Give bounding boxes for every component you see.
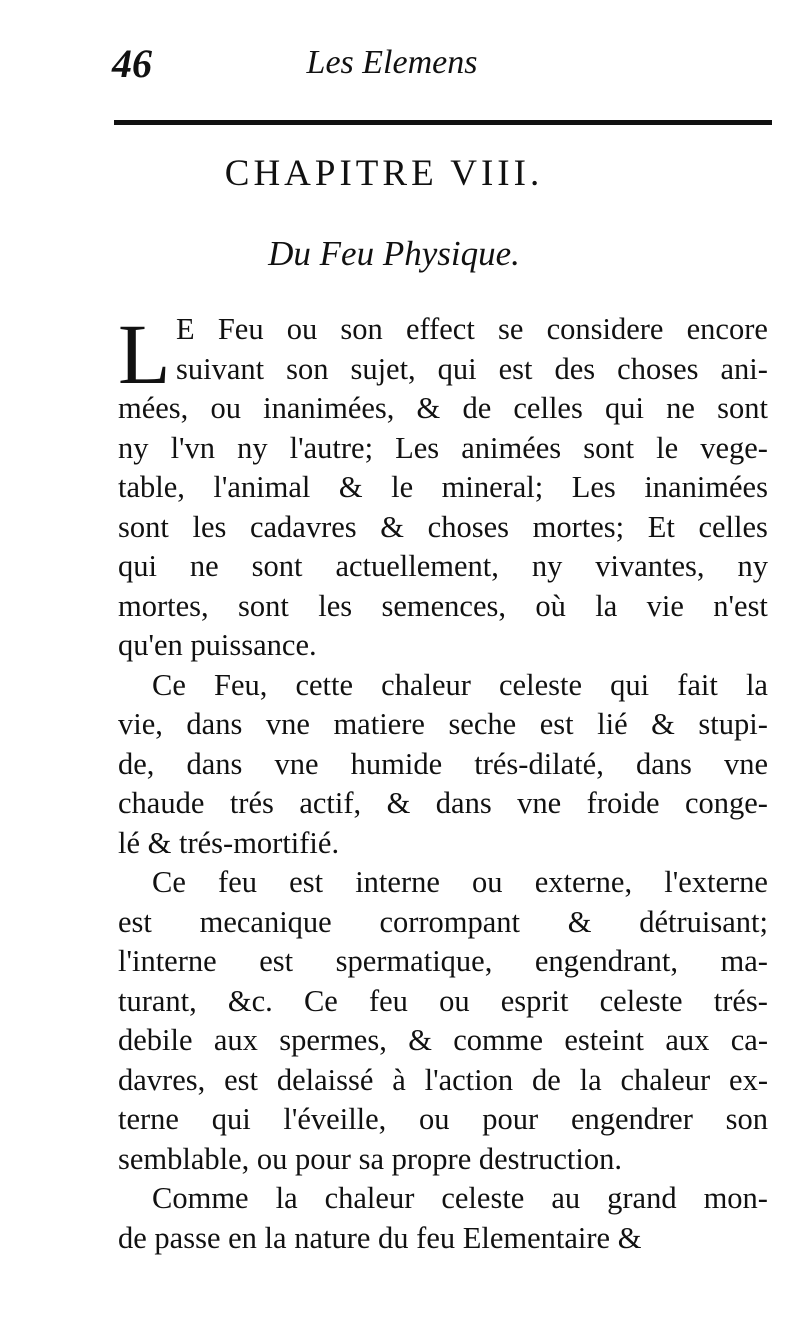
text-line: chaude trés actif, & dans vne froide conge- (118, 786, 768, 820)
body-text (118, 306, 768, 1258)
text-line: l'interne est spermatique, engendrant, ma- (118, 944, 768, 978)
text-line: qui ne sont actuellement, ny vivantes, ny (118, 549, 768, 583)
text-line: vie, dans vne matiere seche est lié & stupi- (118, 707, 768, 741)
text-line: mortes, sont les semences, où la vie n'est (118, 588, 768, 623)
page-number: 46 (112, 41, 152, 86)
running-title: Les Elemens (306, 44, 478, 81)
text-line: qu'en puissance. (118, 628, 317, 662)
text-line: suivant son sujet, qui est des choses ani- (176, 351, 768, 386)
text-line: Ce feu est interne ou externe, l'externe (152, 865, 768, 899)
text-line: de, dans vne humide trés-dilaté, dans vne (118, 746, 768, 781)
text-line: davres, est delaissé à l'action de la chaleur ex- (118, 1062, 768, 1097)
header-rule (114, 120, 772, 125)
running-head (112, 40, 772, 92)
text-line: de passe en la nature du feu Elementaire & (118, 1220, 642, 1255)
text-line: sont les cadavres & choses mortes; Et celles (118, 509, 768, 544)
text-line: lé & trés-mortifié. (118, 825, 340, 860)
text-line: turant, &c. Ce feu ou esprit celeste trés- (118, 983, 768, 1018)
chapter-title: CHAPITRE VIII. (224, 153, 544, 194)
text-line: ny l'vn ny l'autre; Les animées sont le vege- (118, 430, 768, 465)
text-line: debile aux spermes, & comme esteint aux ca- (118, 1023, 768, 1057)
text-line: L E Feu ou son effect se considere encore (118, 306, 768, 402)
text-line: semblable, ou pour sa propre destruction. (118, 1141, 623, 1176)
text-line: Comme la chaleur celeste au grand mon- (152, 1181, 768, 1215)
text-line: est mecanique corrompant & détruisant; (118, 904, 768, 939)
text-line: Ce Feu, cette chaleur celeste qui fait la (152, 667, 768, 702)
text-line: mées, ou inanimées, & de celles qui ne sont (118, 391, 768, 425)
section-title: Du Feu Physique. (268, 234, 520, 273)
text-line: terne qui l'éveille, ou pour engendrer son (118, 1102, 768, 1136)
drop-cap: L (118, 306, 171, 402)
text-line: table, l'animal & le mineral; Les inanimées (118, 470, 768, 504)
